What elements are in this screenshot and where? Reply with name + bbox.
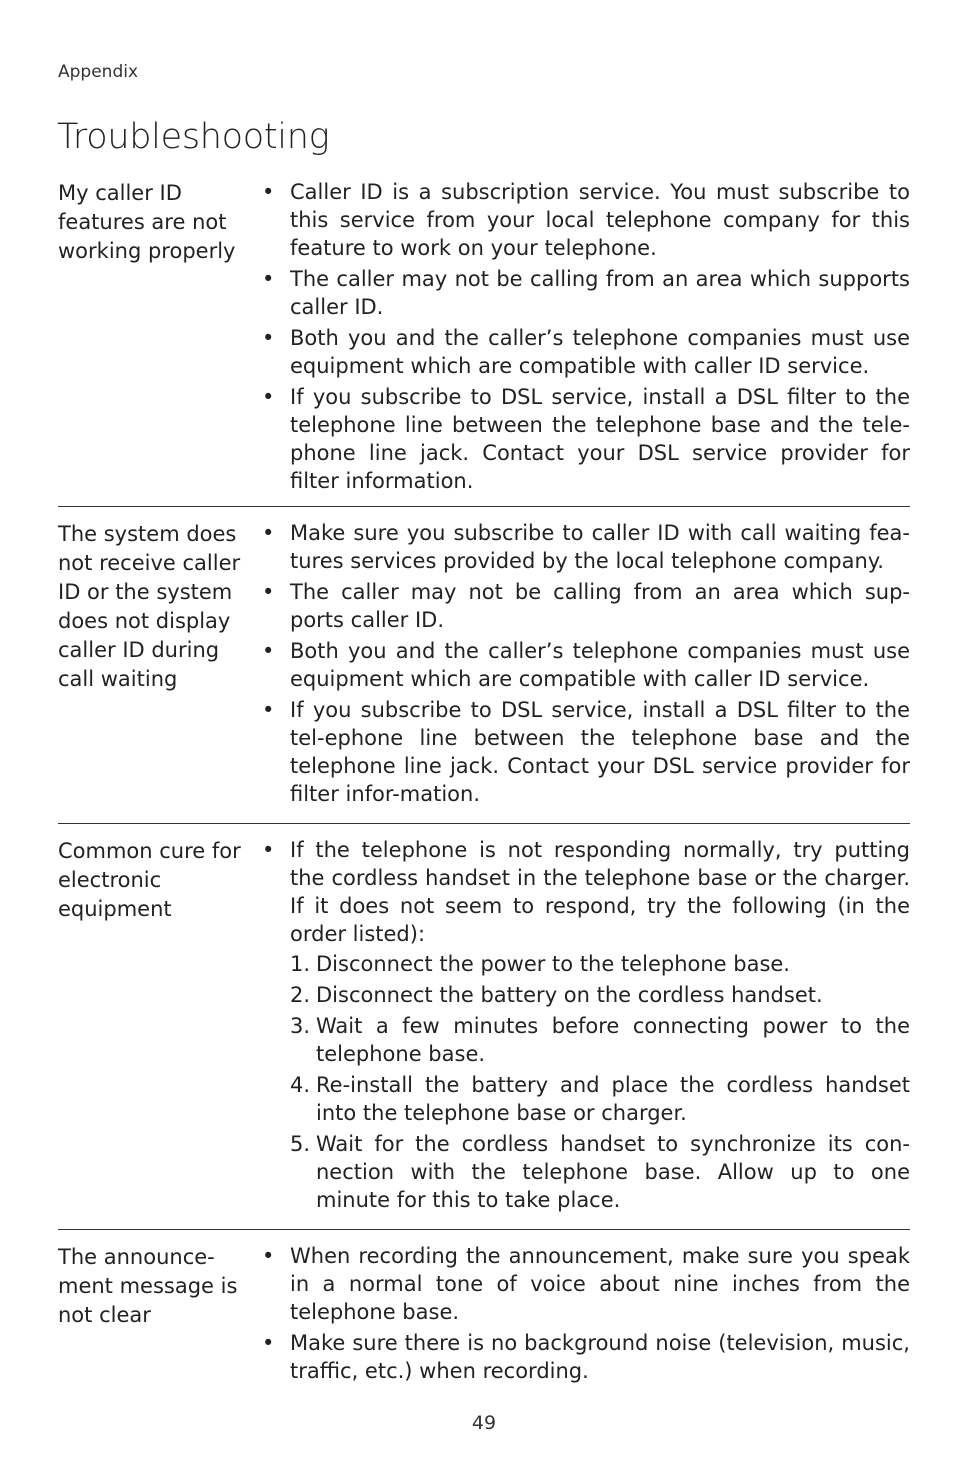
solution-item: • If the telephone is not responding normally, try putting the cordless handset in the telephone base or the charger. If it does not seem to respond, try the following (in the order listed): 1. Disconnect the power to the telephone base. 2. Disconnect the battery on the cordless handset. 3. Wait a few minutes before connecting power to the telephone base. 4. Re-install the battery and place the cordless handset into the telephone base or charger. 5. Wait for the cordless handset to synchronize its con-nection with the telephone base. Allow up to one minute for this to take place. — [262, 838, 910, 1212]
troubleshooting-row — [58, 506, 910, 823]
problem-label: The announce-ment message is not clear — [58, 1245, 238, 1327]
troubleshooting-row — [58, 178, 910, 506]
troubleshooting-row — [58, 823, 910, 1229]
bullet-icon: • — [262, 180, 275, 204]
page-title: Troubleshooting — [57, 117, 330, 157]
bullet-icon: • — [262, 580, 275, 604]
problem-label: Common cure for electronic equipment — [58, 839, 241, 921]
bullet-icon: • — [262, 385, 275, 409]
solution-item: • If you subscribe to DSL service, install a DSL filter to the tel-ephone line between the telephone base and the telephone line jack. Contact your DSL service provider for filter infor-mation. — [262, 698, 910, 806]
troubleshooting-table — [58, 178, 910, 1400]
solution-item: • When recording the announcement, make sure you speak in a normal tone of voice about nine inches from the telephone base. — [262, 1244, 910, 1324]
step-item: 5. Wait for the cordless handset to synchronize its con-nection with the telephone base. Allow up to one minute for this to take place. — [290, 1132, 910, 1212]
problem-label: My caller ID features are not working properly — [58, 181, 236, 263]
solution-item: • Make sure there is no background noise (television, music, traffic, etc.) when recording. — [262, 1331, 910, 1383]
bullet-icon: • — [262, 1331, 275, 1355]
bullet-icon: • — [262, 267, 275, 291]
solution-item: • The caller may not be calling from an area which sup-ports caller ID. — [262, 580, 910, 632]
solution-item: • The caller may not be calling from an area which supports caller ID. — [262, 267, 910, 319]
bullet-icon: • — [262, 639, 275, 663]
solution-list — [258, 836, 910, 1217]
solution-item: • Caller ID is a subscription service. You must subscribe to this service from your local telephone company for this feature to work on your telephone. — [262, 180, 910, 260]
solution-item: • Both you and the caller’s telephone companies must use equipment which are compatible with caller ID service. — [262, 326, 910, 378]
bullet-icon: • — [262, 326, 275, 350]
step-item: 2. Disconnect the battery on the cordless handset. — [290, 983, 823, 1007]
page-number: 49 — [471, 1412, 497, 1434]
bullet-icon: • — [262, 1244, 275, 1268]
step-item: 3. Wait a few minutes before connecting power to the telephone base. — [290, 1014, 910, 1066]
solution-item: • Make sure you subscribe to caller ID with call waiting fea-tures services provided by the local telephone company. — [262, 521, 910, 573]
solution-list — [258, 519, 910, 811]
solution-item: • If you subscribe to DSL service, install a DSL filter to the telephone line between the telephone base and the tele-phone line jack. Contact your DSL service provider for filter information. — [262, 385, 910, 493]
bullet-icon: • — [262, 838, 275, 862]
bullet-icon: • — [262, 521, 275, 545]
steps-list — [290, 950, 910, 1214]
problem-label: The system does not receive caller ID or the system does not display caller ID during call waiting — [58, 522, 241, 691]
solution-list — [258, 178, 910, 498]
step-item: 1. Disconnect the power to the telephone base. — [290, 952, 790, 976]
troubleshooting-row — [58, 1229, 910, 1400]
solution-item: • Both you and the caller’s telephone companies must use equipment which are compatible with caller ID service. — [262, 639, 910, 691]
solution-list — [258, 1242, 910, 1388]
bullet-icon: • — [262, 698, 275, 722]
section-header: Appendix — [58, 62, 139, 82]
step-item: 4. Re-install the battery and place the cordless handset into the telephone base or charger. — [290, 1073, 910, 1125]
